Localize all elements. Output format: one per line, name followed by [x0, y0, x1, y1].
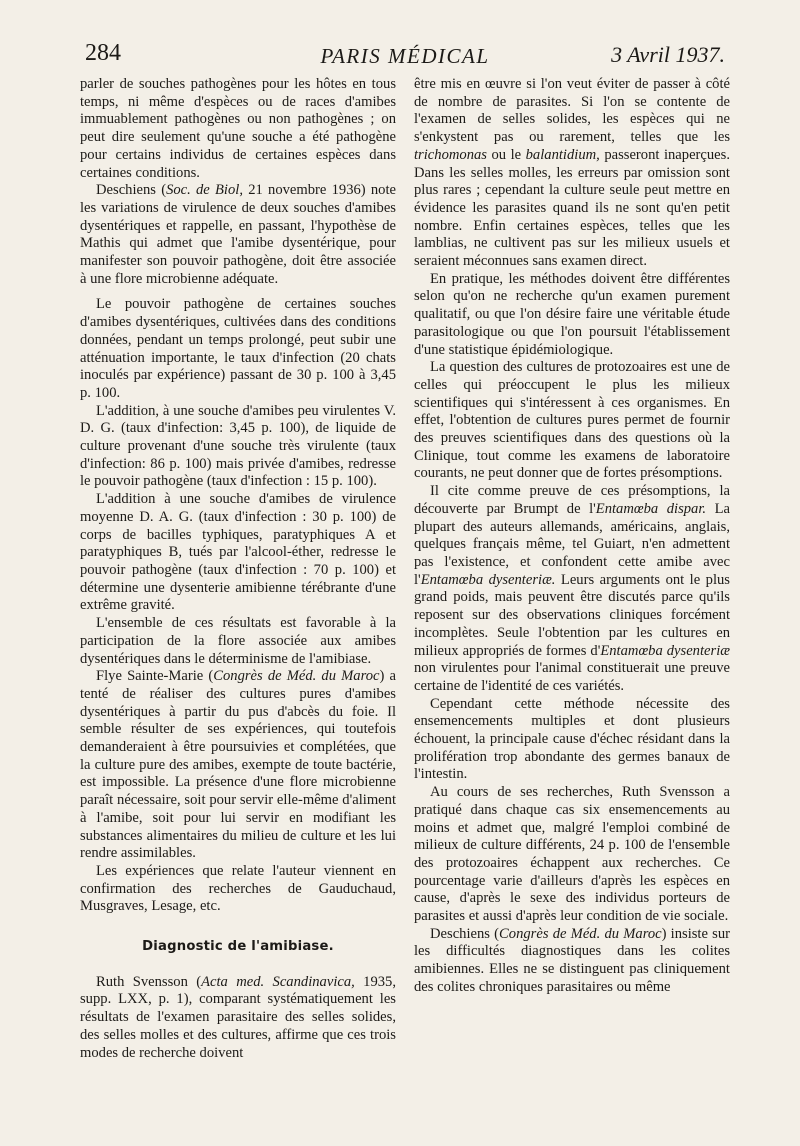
- paragraph: L'ensemble de ces résultats est favorable à la participation de la flore associée aux amibes dysentériques dans le déterminisme de l'amibiase.: [80, 615, 396, 667]
- page-number: 284: [85, 40, 121, 66]
- paragraph: Cependant cette méthode nécessite des ensemencements multiples et dont plusieurs échouent, la principale cause d'échec résidant dans la prolifération trop abondante des germes banaux de l'intestin.: [414, 695, 730, 783]
- paragraph: Au cours de ses recherches, Ruth Svensson a pratiqué dans chaque cas six ensemencements au moins et admet que, malgré l'emploi combiné de milieux de culture différents, 24 p. 100 de l'ensemble des protozoaires échappent aux recherches. Ce pourcentage varie d'ailleurs d'après les espèces en cause, d'après le sexe des individus porteurs de parasites et aussi d'après leur condition de vie sociale.: [414, 784, 730, 925]
- paragraph: parler de souches pathogènes pour les hôtes en tous temps, ni même d'espèces ou de races d'amibes immuablement pathogènes ou non pathogènes ; on peut dire seulement qu'une souche a été pathogène pour certains individus de certaines espèces dans certaines conditions.: [80, 76, 396, 181]
- paragraph: Les expériences que relate l'auteur viennent en confirmation des recherches de Gauduchaud, Musgraves, Lesage, etc.: [80, 862, 396, 915]
- paragraph: Ruth Svensson (Acta med. Scandinavica, 1935, supp. LXX, p. 1), comparant systématiquement les résultats de l'examen parasitaire des selles solides, des selles molles et des cultures, affirme que ces trois modes de recherche doivent: [80, 973, 397, 1061]
- paragraph: L'addition, à une souche d'amibes peu virulentes V. D. G. (taux d'infection: 3,45 p. 100), de liquide de culture provenant d'une souche très virulente (taux d'infection: 86 p. 100) mais privée d'amibes, redresse le pouvoir pathogène (taux d'infection : 15 p. 100).: [80, 402, 396, 490]
- right-column: [414, 76, 730, 997]
- paragraph: Deschiens (Soc. de Biol, 21 novembre 1936) note les variations de virulence de deux souches d'amibes dysentériques et rappelle, en passant, l'hypothèse de Mathis qui admet que l'amibe dysentérique, pour manifester son pouvoir pathogène, doit être associée à une flore microbienne adéquate.: [80, 182, 396, 287]
- section-heading: Diagnostic de l'amibiase.: [142, 939, 334, 955]
- paragraph: être mis en œuvre si l'on veut éviter de passer à côté de nombre de parasites. Si l'on se contente de l'examen de selles solides, les espèces qui ne s'enkystent pas ou rarement, telles que les trichomonas ou le balantidium, passeront inaperçues. Dans les selles molles, les erreurs par omission sont plus rares ; cependant la culture seule peut mettre en évidence les parasites quand ils ne sont qu'en petit nombre. Enfin certaines espèces, telles que les lamblias, ne cultivent pas sur les milieux usuels et seraient méconnues sans examen direct.: [414, 76, 730, 270]
- paragraph: Deschiens (Congrès de Méd. du Maroc) insiste sur les difficultés diagnostiques dans les colites amibiennes. Elles ne se distinguent pas cliniquement des colites chroniques parasitaires ou même: [414, 925, 730, 995]
- paragraph: En pratique, les méthodes doivent être différentes selon qu'on ne recherche qu'un examen purement qualitatif, ou que l'on désire faire une véritable étude parasitologique ou que l'on poursuit l'établissement d'une statistique épidémiologique.: [414, 270, 730, 358]
- paragraph: La question des cultures de protozoaires est une de celles qui préoccupent le plus les milieux scientifiques qui s'intéressent à ces organismes. En effet, l'obtention de cultures pures permet de fournir des preuves scientifiques dans des questions où la Clinique, tout comme les examens de laboratoire courants, ne peut donner que de fortes présomptions.: [414, 359, 730, 482]
- page-header: [85, 36, 725, 76]
- issue-date: 3 Avril 1937.: [611, 42, 725, 67]
- left-column: [80, 76, 396, 1062]
- paragraph: Flye Sainte-Marie (Congrès de Méd. du Maroc) a tenté de réaliser des cultures pures d'amibes dysentériques à partir du pus d'abcès du foie. Il semble résulter de ses expériences, qui toutefois demanderaient à être poursuivies et complétées, que la culture pure des amibes, exempte de toute bactérie, est impossible. La présence d'une flore microbienne paraît nécessaire, soit pour servir elle-même d'aliment à l'amibe, soit pour lui servir en modifiant les substances alimentaires du milieu de culture et les lui rendre assimilables.: [80, 668, 396, 862]
- paragraph: Il cite comme preuve de ces présomptions, la découverte par Brumpt de l'Entamœba dispar. La plupart des auteurs allemands, américains, anglais, quelques français même, tel Guiart, n'en admettent pas l'existence, et confondent cette amibe avec l'Entamœba dysenteriæ. Leurs arguments ont le plus grand poids, mais peuvent être discutés parce qu'ils reposent sur des observations cliniques forcément incomplètes. Seule l'obtention par les cultures en milieux appropriés de formes d'Entamœba dysenteriæ non virulentes pour l'animal constituerait une preuve certaine de l'identité de ces variétés.: [414, 483, 730, 694]
- paragraph: Le pouvoir pathogène de certaines souches d'amibes dysentériques, cultivées dans des conditions données, pendant un temps prolongé, peut subir une atténuation importante, le taux d'infection (20 chats inoculés par expérience) passant de 30 p. 100 à 3,45 p. 100.: [80, 296, 396, 401]
- journal-title: PARIS MÉDICAL: [320, 44, 490, 68]
- paragraph: L'addition à une souche d'amibes de virulence moyenne D. A. G. (taux d'infection : 30 p. 100) de corps de bacilles typhiques, paratyphiques A et paratyphiques B, tués par l'alcool-éther, redresse le pouvoir pathogène (taux d'infection : 70 p. 100) et détermine une dysenterie amibienne térébrante d'une extrême gravité.: [80, 491, 396, 614]
